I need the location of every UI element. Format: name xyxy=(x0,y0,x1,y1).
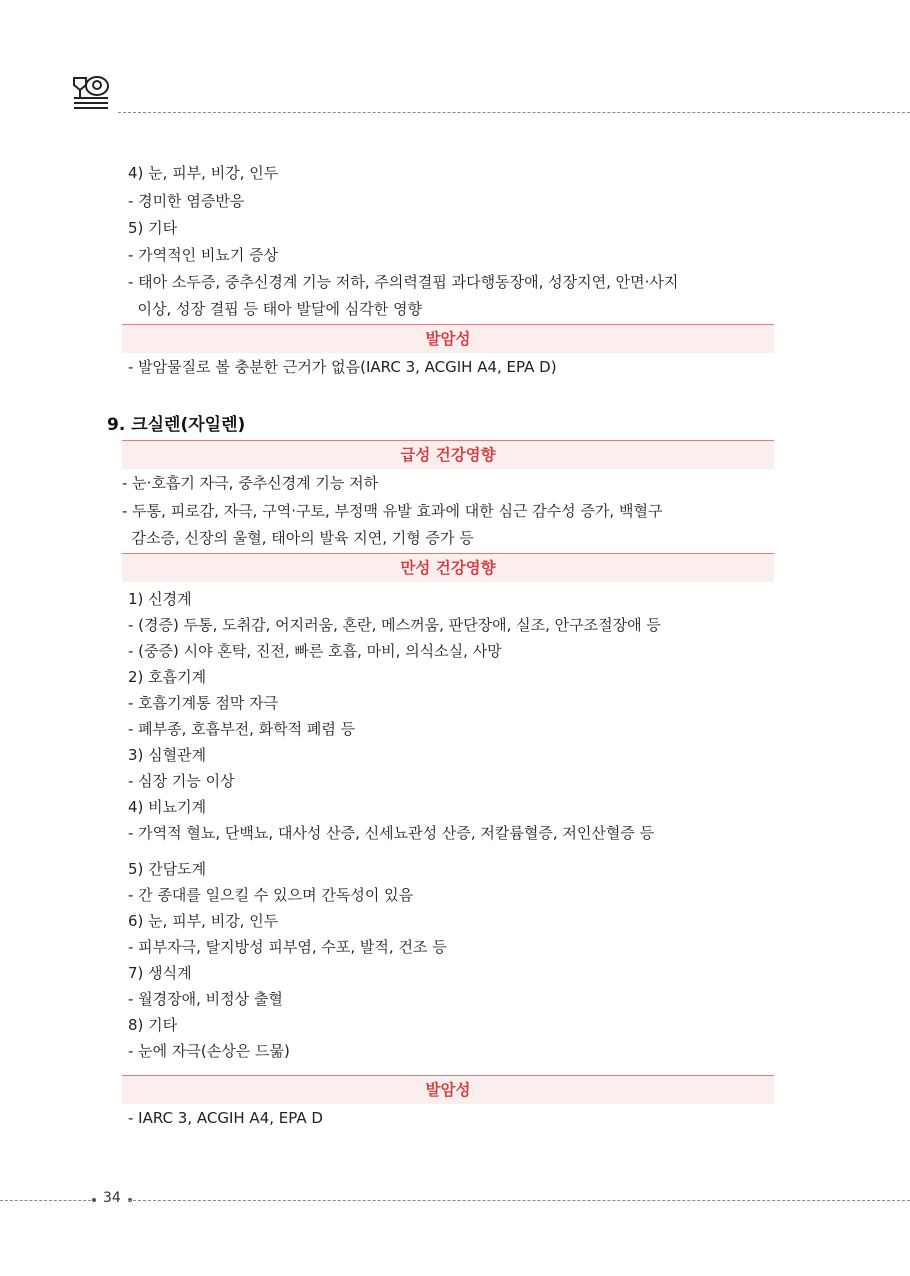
footer-divider-right xyxy=(128,1200,910,1201)
text-line: 5) 기타 xyxy=(128,219,178,237)
text-line: - (중증) 시야 혼탁, 진전, 빠른 호흡, 마비, 의식소실, 사망 xyxy=(128,642,502,660)
text-line: - 경미한 염증반응 xyxy=(128,192,245,210)
text-line: - 폐부종, 호흡부전, 화학적 폐렴 등 xyxy=(128,720,356,738)
footer-bullet-icon xyxy=(92,1198,96,1202)
text-line: 이상, 성장 결핍 등 태아 발달에 심각한 영향 xyxy=(128,300,423,318)
header-divider xyxy=(118,112,910,113)
text-line: - 심장 기능 이상 xyxy=(128,772,235,790)
text-line: 4) 비뇨기계 xyxy=(128,798,207,816)
text-line: - 호흡기계통 점막 자극 xyxy=(128,694,279,712)
text-line: - 눈에 자극(손상은 드묾) xyxy=(128,1042,290,1060)
text-line: 감소증, 신장의 울혈, 태아의 발육 지연, 기형 증가 등 xyxy=(122,529,474,547)
footer-divider-left xyxy=(0,1200,96,1201)
text-line: - 월경장애, 비정상 출혈 xyxy=(128,990,283,1008)
acute-effects-heading: 급성 건강영향 xyxy=(122,440,774,469)
text-line: - IARC 3, ACGIH A4, EPA D xyxy=(128,1109,323,1127)
carcinogenicity-heading: 발암성 xyxy=(122,1075,774,1104)
text-line: - 눈·호흡기 자극, 중추신경계 기능 저하 xyxy=(122,474,379,492)
text-line: - 가역적인 비뇨기 증상 xyxy=(128,246,279,264)
text-line: - 피부자극, 탈지방성 피부염, 수포, 발적, 건조 등 xyxy=(128,938,447,956)
text-line: 7) 생식계 xyxy=(128,964,192,982)
text-line: 3) 심혈관계 xyxy=(128,746,207,764)
text-line: 5) 간담도계 xyxy=(128,860,207,878)
document-badge-icon xyxy=(70,72,114,116)
chronic-effects-heading: 만성 건강영향 xyxy=(122,553,774,582)
text-line: 4) 눈, 피부, 비강, 인두 xyxy=(128,164,279,182)
text-line: 1) 신경계 xyxy=(128,590,192,608)
text-line: 2) 호흡기계 xyxy=(128,668,207,686)
page-number: 34 xyxy=(103,1190,121,1206)
carcinogenicity-heading: 발암성 xyxy=(122,324,774,353)
section-title: 9. 크실렌(자일렌) xyxy=(107,415,246,435)
text-line: - 가역적 혈뇨, 단백뇨, 대사성 산증, 신세뇨관성 산증, 저칼륨혈증, 저인산혈증 등 xyxy=(128,824,655,842)
text-line: - 간 종대를 일으킬 수 있으며 간독성이 있음 xyxy=(128,886,414,904)
text-line: - 두통, 피로감, 자극, 구역·구토, 부정맥 유발 효과에 대한 심근 감수성 증가, 백혈구 xyxy=(122,502,663,520)
text-line: - 태아 소두증, 중추신경계 기능 저하, 주의력결핍 과다행동장애, 성장지연, 안면·사지 xyxy=(128,273,679,291)
text-line: - (경증) 두통, 도취감, 어지러움, 혼란, 메스꺼움, 판단장애, 실조, 안구조절장애 등 xyxy=(128,616,661,634)
text-line: 6) 눈, 피부, 비강, 인두 xyxy=(128,912,279,930)
text-line: - 발암물질로 볼 충분한 근거가 없음(IARC 3, ACGIH A4, EPA D) xyxy=(128,358,557,376)
text-line: 8) 기타 xyxy=(128,1016,178,1034)
